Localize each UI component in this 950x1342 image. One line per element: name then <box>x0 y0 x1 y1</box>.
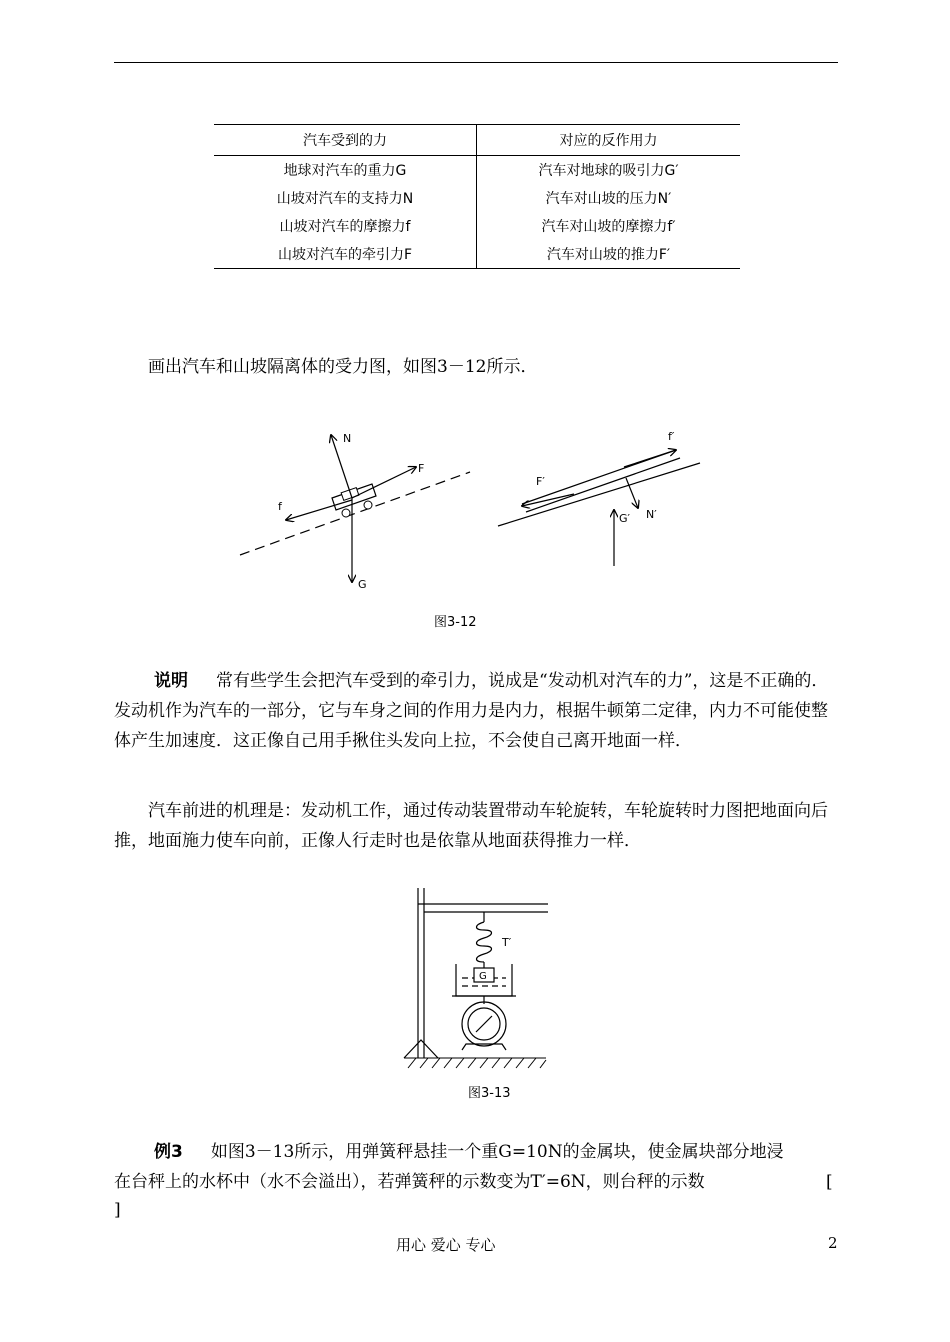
table-cell: 汽车对山坡的压力N′ <box>545 191 672 207</box>
mechanism-paragraph: 汽车前进的机理是：发动机工作，通过传动装置带动车轮旋转，车轮旋转时力图把地面向后推，地面施力使车向前，正像人行走时也是依靠从地面获得推力一样． <box>114 801 828 851</box>
table-cell: 汽车对地球的吸引力G′ <box>538 163 679 179</box>
answer-bracket-open: [ <box>826 1172 833 1192</box>
table-row <box>214 156 740 185</box>
arrow-F <box>352 467 416 498</box>
label-N-prime: N′ <box>646 508 657 521</box>
label-f-prime: f′ <box>668 430 675 443</box>
label-G: G <box>358 578 367 591</box>
example-label: 例3 <box>154 1142 183 1162</box>
spring <box>477 912 492 968</box>
figure-3-12-caption: 图3-12 <box>434 615 477 630</box>
table-cell: 山坡对汽车的牵引力F <box>214 240 477 269</box>
figure-3-13-caption: 图3-13 <box>468 1086 511 1101</box>
table-cell: 山坡对汽车的摩擦力f <box>214 212 477 240</box>
table-cell: 汽车对山坡的摩擦力f′ <box>541 219 676 235</box>
label-G-block: G <box>479 971 487 982</box>
note-body: 常有些学生会把汽车受到的牵引力，说成是“发动机对汽车的力”，这是不正确的．发动机作为汽车的一部分，它与车身之间的作用力是内力，根据牛顿第二定律，内力不可能使整体产生加速度．这正像自己用手揪住头发向上拉，不会使自己离开地面一样． <box>114 671 829 751</box>
table-row <box>214 184 740 212</box>
table-cell: 汽车对山坡的推力F′ <box>477 240 741 269</box>
table-cell: 地球对汽车的重力G <box>214 156 477 185</box>
label-F: F <box>418 462 425 475</box>
table-header-cell: 对应的反作用力 <box>477 125 741 156</box>
slope-strip <box>522 450 680 512</box>
table-row <box>214 240 740 269</box>
platform-scale <box>462 996 506 1050</box>
table-header-row <box>214 125 740 156</box>
slope-dashed-line <box>240 472 470 555</box>
intro-paragraph: 画出汽车和山坡隔离体的受力图，如图3－12所示． <box>148 357 538 377</box>
footer-motto: 用心 爱心 专心 <box>396 1236 496 1254</box>
table-row <box>214 212 740 240</box>
arrow-f-prime <box>624 450 676 467</box>
arrow-f <box>286 500 352 520</box>
table-cell: 山坡对汽车的支持力N <box>214 184 477 212</box>
force-diagram-figure-3-12 <box>230 420 710 600</box>
label-f: f <box>278 500 282 513</box>
slope-solid-line <box>498 463 700 526</box>
header-rule <box>114 62 838 63</box>
label-G-prime: G′ <box>619 512 631 525</box>
ground-hatching <box>404 1058 546 1068</box>
force-pairs-table <box>214 124 740 269</box>
note-label: 说明 <box>154 671 188 691</box>
label-N: N <box>343 432 352 445</box>
label-T-prime: T′ <box>502 936 512 949</box>
spring-scale-figure-3-13 <box>396 884 552 1074</box>
table-header-cell: 汽车受到的力 <box>214 125 477 156</box>
label-F-prime: F′ <box>536 475 545 488</box>
page-number: 2 <box>828 1234 838 1252</box>
note-paragraph <box>114 666 838 756</box>
answer-bracket-close: ] <box>114 1200 121 1220</box>
example-body: 如图3－13所示，用弹簧秤悬挂一个重G=10N的金属块，使金属块部分地浸在台秤上的水杯中（水不会溢出），若弹簧秤的示数变为T′=6N，则台秤的示数 <box>114 1142 784 1192</box>
example-paragraph <box>114 1137 794 1197</box>
